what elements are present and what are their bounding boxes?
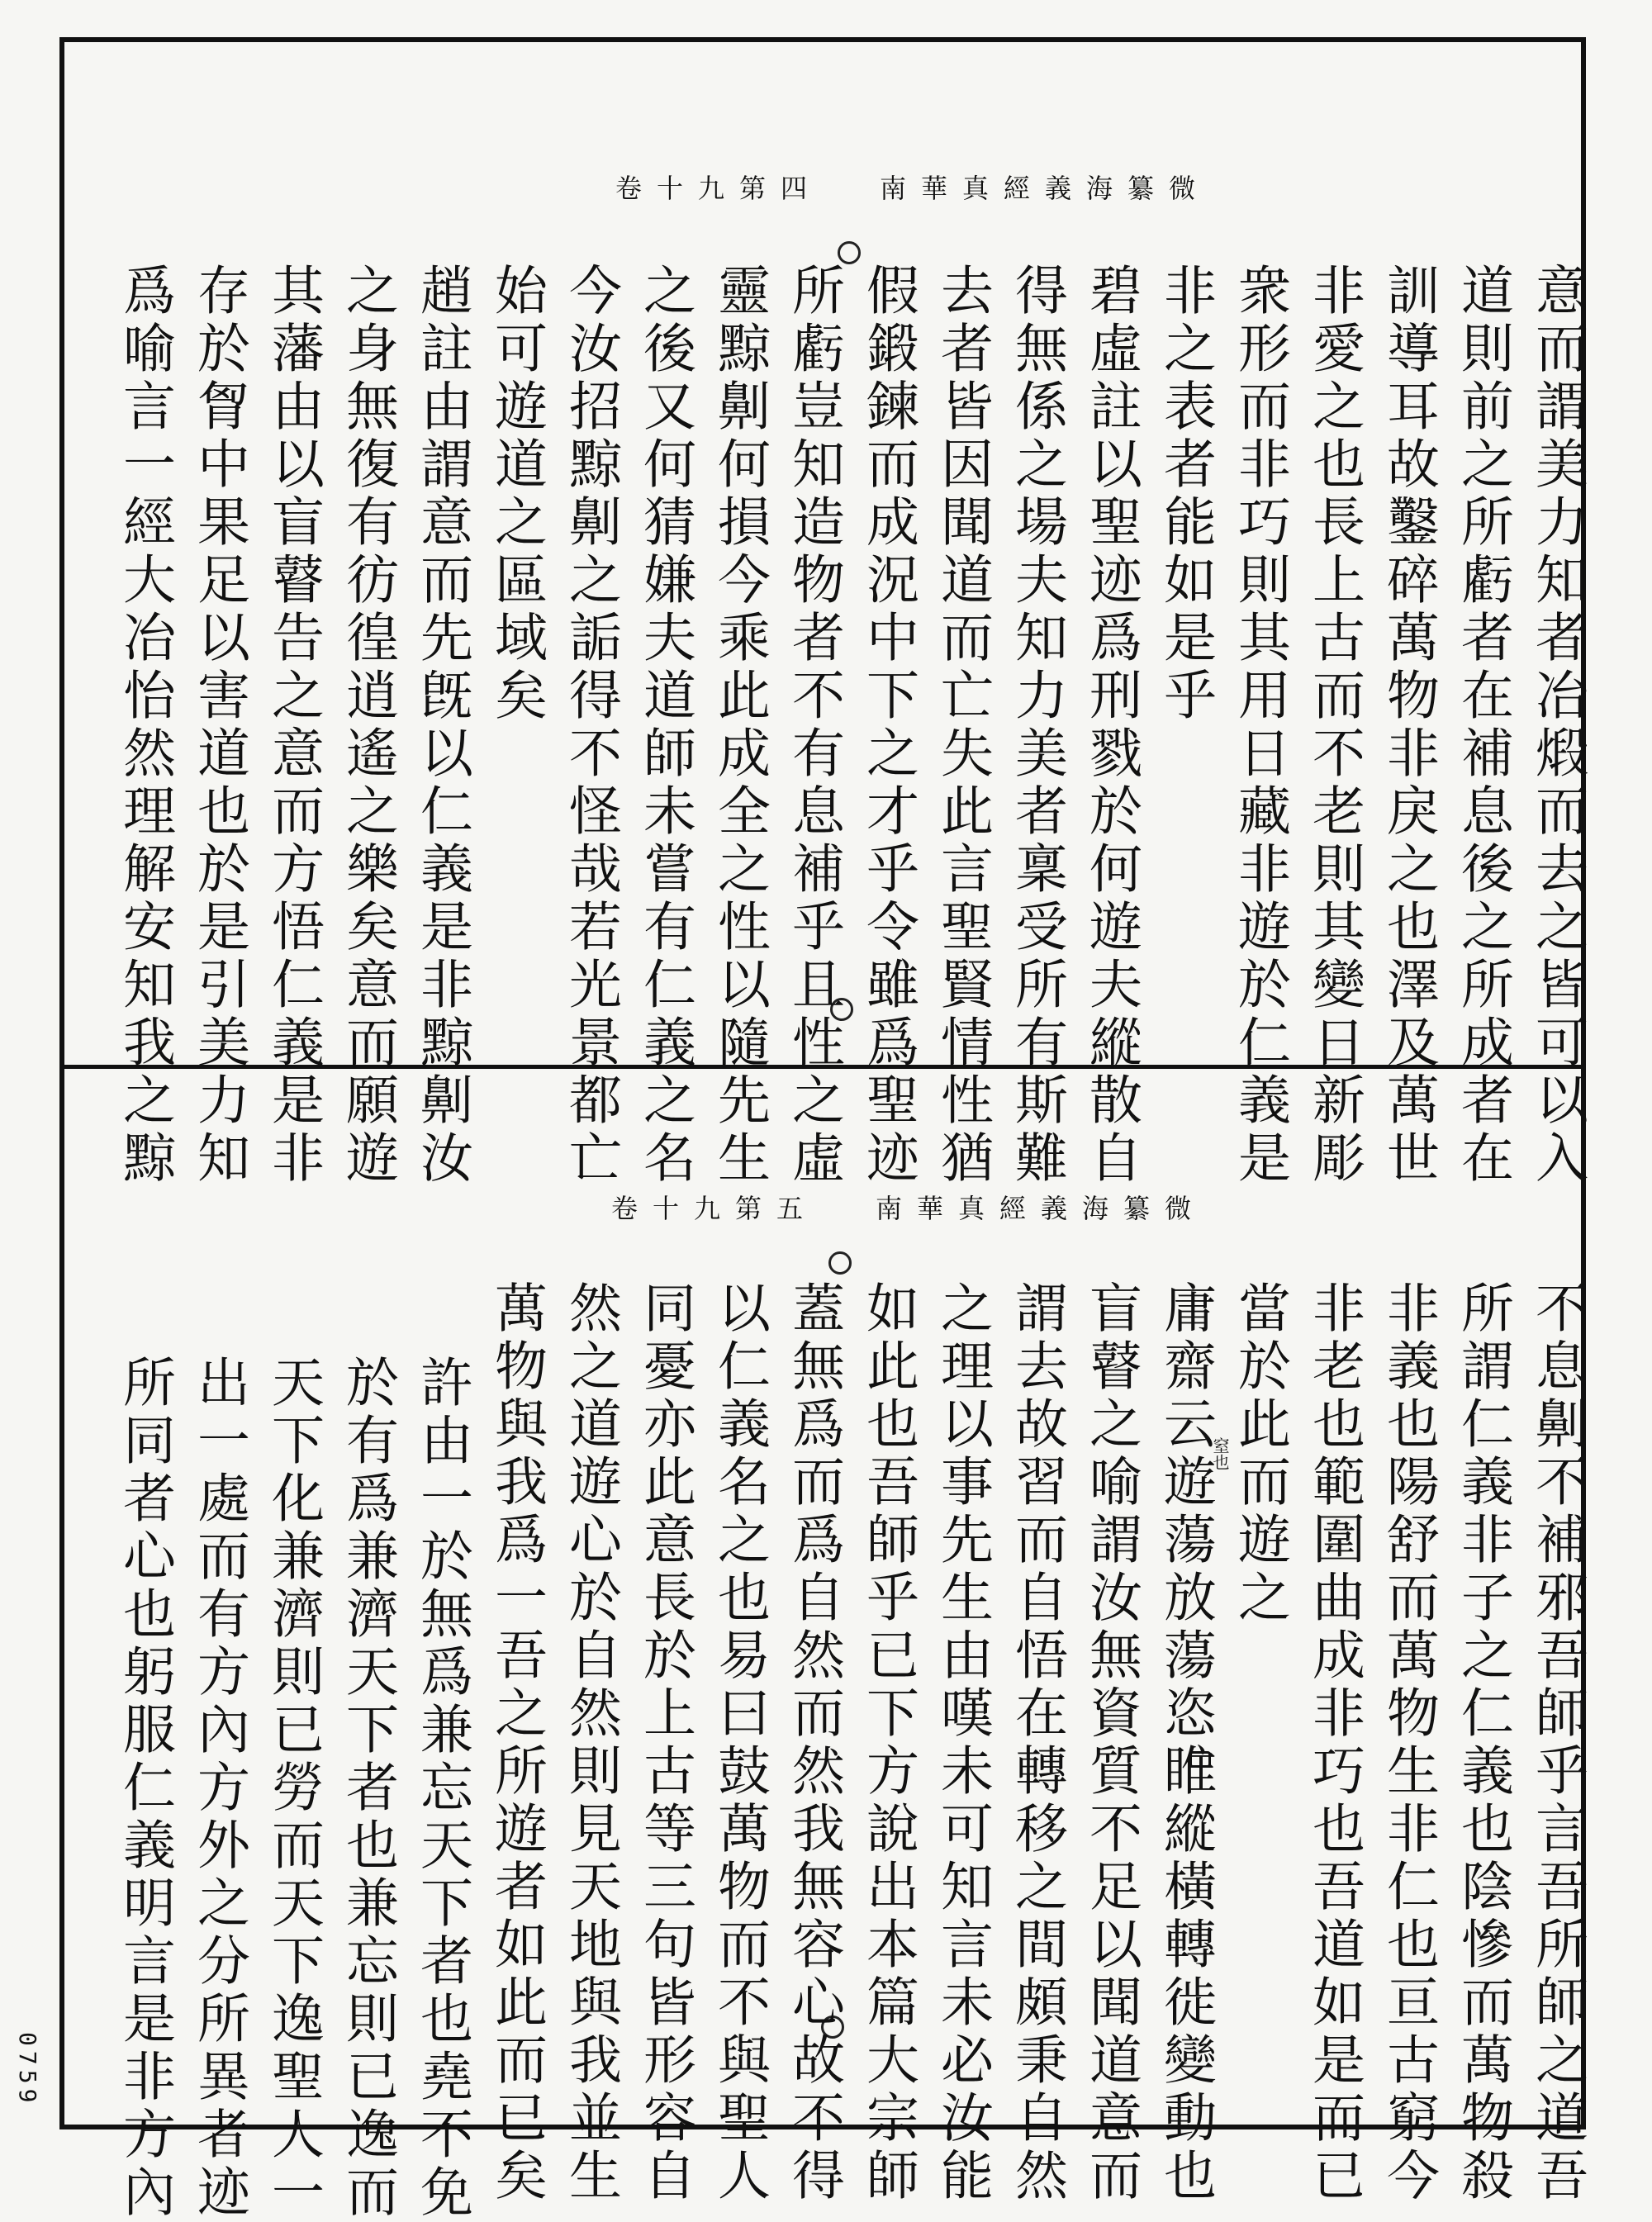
top-column: 之身無復有彷徨逍遙之樂矣意而願遊 <box>337 263 398 1188</box>
bottom-column: 於有爲兼濟天下者也兼忘則已逸而 <box>337 1355 398 2222</box>
bottom-column: 蓋無爲而爲自然而然我無容心故不得 <box>783 1280 844 2205</box>
top-column: 意而謂美力知者冶煅而去之皆可以入 <box>1526 263 1588 1188</box>
bottom-column: 謂去故習而自悟在轉移之間頗秉自然 <box>1006 1280 1067 2205</box>
bottom-column: 庸齋云遊蕩放蕩恣睢縱橫轉徙變動也 <box>1155 1280 1216 2205</box>
top-column: 靈黥劓何損今乘此成全之性以隨先生 <box>709 263 770 1188</box>
bottom-column: 所同者心也躬服仁義明言是非方內 <box>114 1355 175 2222</box>
bottom-column: 之理以事先生由嘆未可知言未必汝能 <box>932 1280 993 2205</box>
top-circle-mark <box>838 241 861 264</box>
bottom-circle-mark <box>828 1251 852 1275</box>
bottom-column: 所謂仁義非子之仁義也陰慘而萬物殺 <box>1452 1280 1513 2205</box>
top-header <box>615 169 1210 207</box>
top-column: 假鍛鍊而成況中下之才乎令雖爲聖迹 <box>857 263 919 1188</box>
top-column: 道則前之所虧者在補息後之所成者在 <box>1452 263 1513 1188</box>
top-column: 得無係之場夫知力美者稟受所有斯難 <box>1006 263 1067 1188</box>
top-column: 趙註由謂意而先旣以仁義是非黥劓汝 <box>411 263 472 1188</box>
bottom-small-note: 窒也 <box>1210 1437 1230 1470</box>
bottom-header-volume: 卷十九第五 <box>611 1193 819 1224</box>
top-column: 衆形而非巧則其用日藏非遊於仁義是 <box>1229 263 1290 1188</box>
bottom-column: 不息劓不補邪吾師乎言吾所師之道吾 <box>1526 1280 1588 2205</box>
top-column: 訓導耳故鑿碎萬物非戾之也澤及萬世 <box>1378 263 1439 1188</box>
bottom-header <box>611 1189 1206 1227</box>
top-column: 所虧豈知造物者不有息補乎且性之虛 <box>783 263 844 1188</box>
top-column: 今汝招黥劓之詬得不怪哉若光景都亡 <box>560 263 621 1188</box>
bottom-column: 然之道遊心於自然則見天地與我並生 <box>560 1280 621 2205</box>
bottom-column: 非義也陽舒而萬物生非仁也亘古窮今 <box>1378 1280 1439 2205</box>
top-column: 存於胷中果足以害道也於是引美力知 <box>188 263 249 1188</box>
top-column: 其藩由以盲瞽告之意而方悟仁義是非 <box>263 263 324 1188</box>
bottom-column: 非老也範圍曲成非巧也吾道如是而已 <box>1303 1280 1365 2205</box>
top-column: 碧虛註以聖迹爲刑戮於何遊夫縱散自 <box>1080 263 1142 1188</box>
bottom-header-title: 南華真經義海纂微 <box>876 1193 1207 1224</box>
bottom-column: 盲瞽之喻謂汝無資質不足以聞道意而 <box>1080 1280 1142 2205</box>
bottom-column: 如此也吾師乎已下方說出本篇大宗師 <box>857 1280 919 2205</box>
top-column: 非之表者能如是乎 <box>1155 263 1216 725</box>
bottom-column: 同憂亦此意長於上古等三句皆形容自 <box>634 1280 695 2205</box>
top-column: 爲喻言一經大冶怡然理解安知我之黥 <box>114 263 175 1188</box>
top-header-volume: 卷十九第四 <box>615 173 823 204</box>
bottom-column: 以仁義名之也易曰鼓萬物而不與聖人 <box>709 1280 770 2205</box>
top-header-title: 南華真經義海纂微 <box>880 173 1211 204</box>
page-number: 0759 <box>14 2032 41 2108</box>
top-column: 之後又何猜嫌夫道師未嘗有仁義之名 <box>634 263 695 1188</box>
bottom-column: 許由一於無爲兼忘天下者也堯不免 <box>411 1355 472 2222</box>
bottom-column: 當於此而遊之 <box>1229 1280 1290 1627</box>
top-column: 始可遊道之區域矣 <box>486 263 547 725</box>
top-column: 去者皆因聞道而亡失此言聖賢情性猶 <box>932 263 993 1188</box>
bottom-column: 天下化兼濟則已勞而天下逸聖人一 <box>263 1355 324 2222</box>
top-column: 非愛之也長上古而不老則其變日新彫 <box>1303 263 1365 1188</box>
bottom-column: 萬物與我爲一吾之所遊者如此而已矣 <box>486 1280 547 2205</box>
bottom-column: 出一處而有方內方外之分所異者迹 <box>188 1355 249 2222</box>
